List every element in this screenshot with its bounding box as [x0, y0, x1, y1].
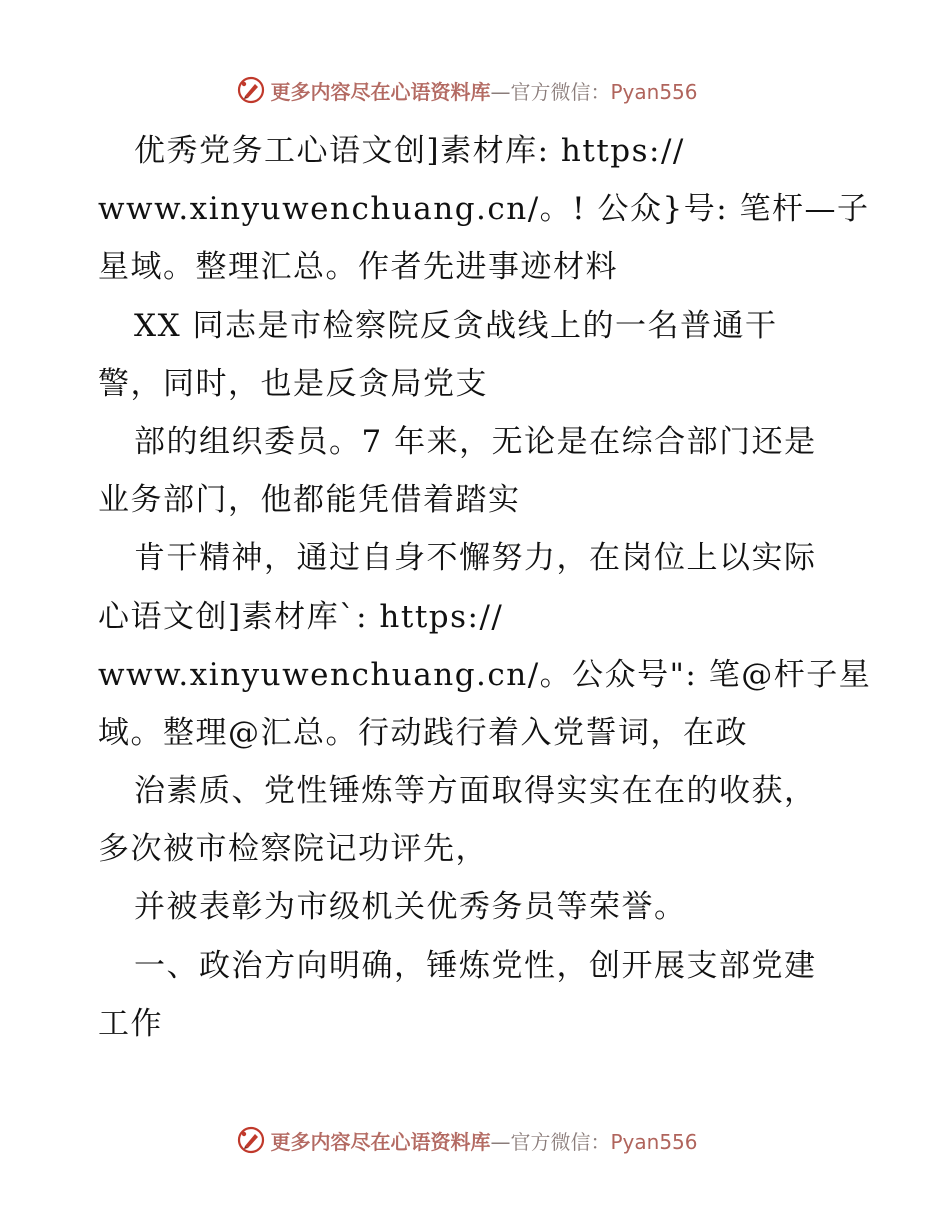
text-line: 部的组织委员。7 年来，无论是在综合部门还是 — [134, 423, 817, 460]
text-line: 警，同时，也是反贪局党支 — [98, 365, 488, 402]
watermark-separator: — — [490, 1129, 511, 1154]
text-line: 业务部门，他都能凭借着踏实 — [98, 482, 521, 519]
text-line: 星域。整理汇总。作者先进事迹材料 — [98, 249, 618, 286]
watermark-content — [236, 1125, 697, 1155]
header-watermark — [0, 70, 950, 110]
watermark-content — [236, 75, 697, 105]
watermark-site-text: 更多内容尽在心语资料库 — [270, 79, 491, 104]
pen-logo-icon — [236, 1125, 266, 1155]
text-line: 治素质、党性锤炼等方面取得实实在在的收获， — [134, 773, 817, 810]
footer-watermark — [0, 1120, 950, 1160]
text-line: 优秀党务工心语文创]素材库: https:// — [134, 133, 685, 169]
section-heading-line: 一、政治方向明确，锤炼党性，创开展支部党建 — [134, 947, 817, 984]
text-line: www.xinyuwenchuang.cn/。公众号": 笔@杆子星 — [98, 656, 872, 693]
watermark-wechat-label: 官方微信： — [510, 79, 611, 104]
text-line: www.xinyuwenchuang.cn/。! 公众}号: 笔杆—子 — [98, 191, 870, 228]
text-line: 域。整理@汇总。行动践行着入党誓词，在政 — [98, 714, 748, 751]
text-line: 肯干精神，通过自身不懈努力，在岗位上以实际 — [134, 540, 817, 577]
document-body — [98, 122, 872, 1053]
section-heading-line: 工作 — [98, 1005, 163, 1042]
watermark-separator: — — [490, 79, 511, 104]
text-line: 并被表彰为市级机关优秀务员等荣誉。 — [134, 889, 687, 926]
watermark-wechat-id: Pyan556 — [610, 79, 698, 104]
text-line: XX 同志是市检察院反贪战线上的一名普通干 — [134, 307, 778, 344]
text-line: 心语文创]素材库`: https:// — [98, 598, 504, 635]
watermark-wechat-label: 官方微信： — [510, 1129, 611, 1154]
watermark-site-text: 更多内容尽在心语资料库 — [270, 1129, 491, 1154]
watermark-wechat-id: Pyan556 — [610, 1129, 698, 1154]
text-line: 多次被市检察院记功评先， — [98, 831, 488, 868]
pen-logo-icon — [236, 75, 266, 105]
